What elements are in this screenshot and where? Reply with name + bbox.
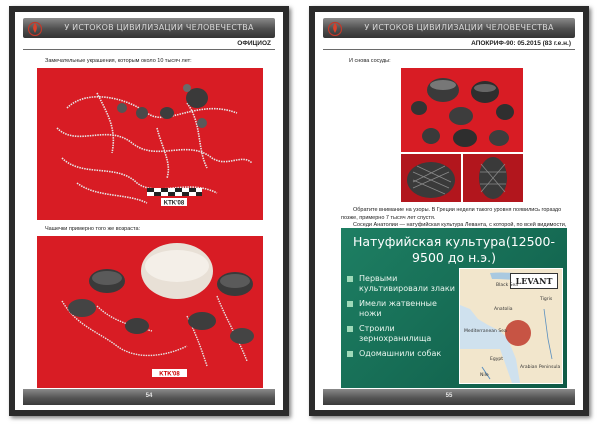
levant-label-box: LEVANT [510, 273, 558, 289]
slide-bullet-item [347, 274, 457, 294]
photo-ancient-jewelry [37, 68, 263, 220]
square-bullet-icon [347, 326, 353, 332]
section-divider [23, 49, 275, 50]
vessel-pattern-illustration [463, 154, 523, 202]
photo-stone-vessels [401, 68, 523, 152]
section-divider [323, 49, 575, 50]
slide-title: Натуфийская культура(12500-9500 до н.э.) [353, 234, 555, 265]
paragraph-patterns: Обратите внимание на узоры. В Греции недели такого уровня появились гораздо позже, примерно 7 тысяч лет спустя. [341, 207, 562, 221]
natufian-culture-slide [341, 228, 567, 388]
square-bullet-icon [347, 351, 353, 357]
map-label: Arabian Peninsula [520, 365, 561, 370]
flame-logo-icon [327, 20, 343, 36]
section-label: АПОКРИФ-90: 05.2015 (83 г.е.н.) [471, 40, 571, 47]
slide-bullet-text: Одомашнили собак [359, 349, 442, 358]
slide-bullet-item [347, 349, 457, 359]
page-number: 54 [145, 393, 153, 399]
map-label: Mediterranean Sea [464, 329, 507, 334]
left-page [9, 6, 289, 416]
page-header-bar [323, 18, 575, 38]
vessel-pattern-illustration [401, 154, 461, 202]
map-label: Anatolia [494, 307, 513, 312]
section-label: ОФИЦИОZ [237, 40, 271, 47]
slide-bullet-text: Первыми культивировали злаки [359, 274, 455, 293]
paragraph-natufian: Соседи Анатолии — натуфийская культура Леванта, с которой, по всей видимости, [353, 222, 567, 228]
photo-vessel-pattern-right [463, 154, 523, 202]
slide-bullet-item [347, 299, 457, 319]
slide-bullet-text: Имели жатвенные ножи [359, 299, 437, 318]
square-bullet-icon [347, 276, 353, 282]
page-footer-bar [323, 389, 575, 405]
slide-bullet-list [347, 274, 457, 364]
map-label: Egypt [490, 357, 503, 362]
page-header-title: У ИСТОКОВ ЦИВИЛИЗАЦИИ ЧЕЛОВЕЧЕСТВА [64, 23, 254, 32]
slide-bullet-item [347, 324, 457, 344]
caption-jewelry: Замечательные украшения, которым около 10 тысяч лет: [45, 58, 192, 64]
square-bullet-icon [347, 301, 353, 307]
scale-label: KTK'08 [159, 371, 180, 378]
page-header-title: У ИСТОКОВ ЦИВИЛИЗАЦИИ ЧЕЛОВЕЧЕСТВА [364, 23, 554, 32]
map-label: Nile [480, 373, 489, 378]
right-page [309, 6, 589, 416]
map-label: Tigris [540, 297, 553, 302]
vessels-illustration [401, 68, 523, 152]
map-label: Black Sea [496, 283, 518, 288]
flame-logo-icon [27, 20, 43, 36]
photo-ancient-cups [37, 236, 263, 388]
scale-label: KTK'08 [163, 200, 185, 207]
cups-illustration [37, 236, 263, 388]
caption-vessels: И снова сосуды: [349, 58, 391, 64]
slide-bullet-text: Строили зернохранилища [359, 324, 432, 343]
page-number: 55 [445, 393, 453, 399]
photo-vessel-pattern-left [401, 154, 461, 202]
page-header-bar [23, 18, 275, 38]
caption-cups: Чашечки примерно того же возраста: [45, 226, 141, 232]
levant-map [459, 268, 563, 384]
jewelry-illustration [37, 68, 263, 220]
page-footer-bar [23, 389, 275, 405]
